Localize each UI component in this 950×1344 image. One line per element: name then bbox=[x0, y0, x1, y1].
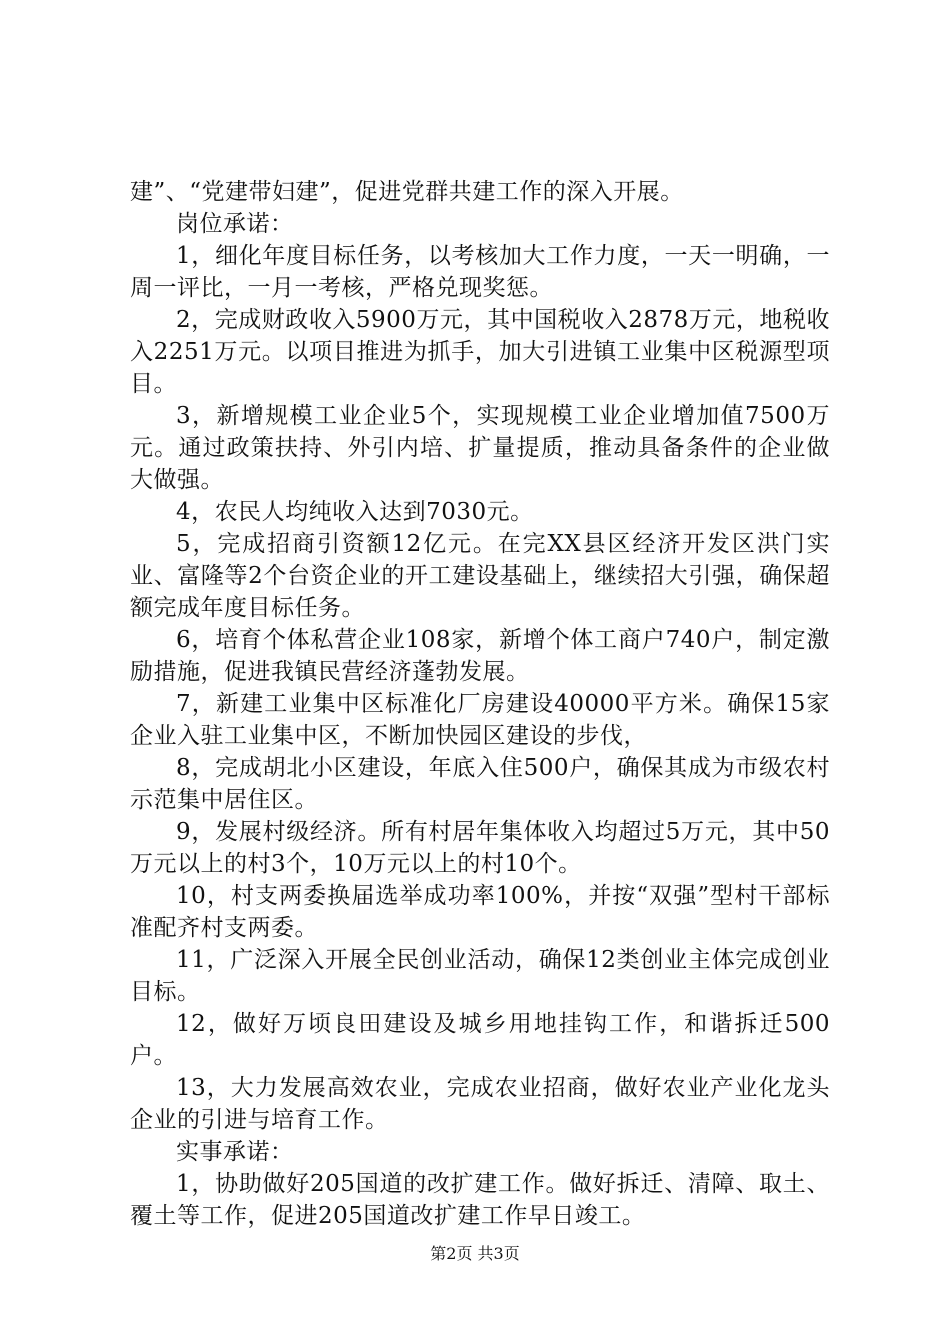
commitment-item-12: 12，做好万顷良田建设及城乡用地挂钩工作，和谐拆迁500户。 bbox=[130, 1011, 830, 1069]
section-heading-practical-commitment: 实事承诺： bbox=[176, 1139, 294, 1165]
practical-item-1: 1，协助做好205国道的改扩建工作。做好拆迁、清障、取土、覆土等工作，促进205国道改扩建工作早日竣工。 bbox=[130, 1171, 830, 1229]
paragraph-continuation: 建”、“党建带妇建”，促进党群共建工作的深入开展。 bbox=[130, 179, 684, 205]
commitment-item-9: 9，发展村级经济。所有村居年集体收入均超过5万元，其中50万元以上的村3个，10万元以上的村10个。 bbox=[130, 819, 830, 877]
section-heading-post-commitment: 岗位承诺： bbox=[176, 211, 294, 237]
document-body bbox=[130, 176, 830, 1232]
commitment-item-7: 7，新建工业集中区标准化厂房建设40000平方米。确保15家企业入驻工业集中区，不断加快园区建设的步伐， bbox=[130, 691, 830, 749]
commitment-item-3: 3，新增规模工业企业5个，实现规模工业企业增加值7500万元。通过政策扶持、外引内培、扩量提质，推动具备条件的企业做大做强。 bbox=[130, 403, 830, 493]
commitment-item-1: 1，细化年度目标任务，以考核加大工作力度，一天一明确，一周一评比，一月一考核，严格兑现奖惩。 bbox=[130, 243, 830, 301]
commitment-item-8: 8，完成胡北小区建设，年底入住500户，确保其成为市级农村示范集中居住区。 bbox=[130, 755, 830, 813]
commitment-item-6: 6，培育个体私营企业108家，新增个体工商户740户，制定激励措施，促进我镇民营经济蓬勃发展。 bbox=[130, 627, 830, 685]
page-number-footer: 第2页 共3页 bbox=[430, 1244, 520, 1263]
commitment-item-2: 2，完成财政收入5900万元，其中国税收入2878万元，地税收入2251万元。以项目推进为抓手，加大引进镇工业集中区税源型项目。 bbox=[130, 307, 830, 397]
commitment-item-10: 10，村支两委换届选举成功率100%，并按“双强”型村干部标准配齐村支两委。 bbox=[130, 883, 830, 941]
commitment-item-5: 5，完成招商引资额12亿元。在完XX县区经济开发区洪门实业、富隆等2个台资企业的开工建设基础上，继续招大引强，确保超额完成年度目标任务。 bbox=[130, 531, 830, 621]
commitment-item-13: 13，大力发展高效农业，完成农业招商，做好农业产业化龙头企业的引进与培育工作。 bbox=[130, 1075, 830, 1133]
commitment-item-11: 11，广泛深入开展全民创业活动，确保12类创业主体完成创业目标。 bbox=[130, 947, 830, 1005]
commitment-item-4: 4，农民人均纯收入达到7030元。 bbox=[176, 499, 534, 525]
